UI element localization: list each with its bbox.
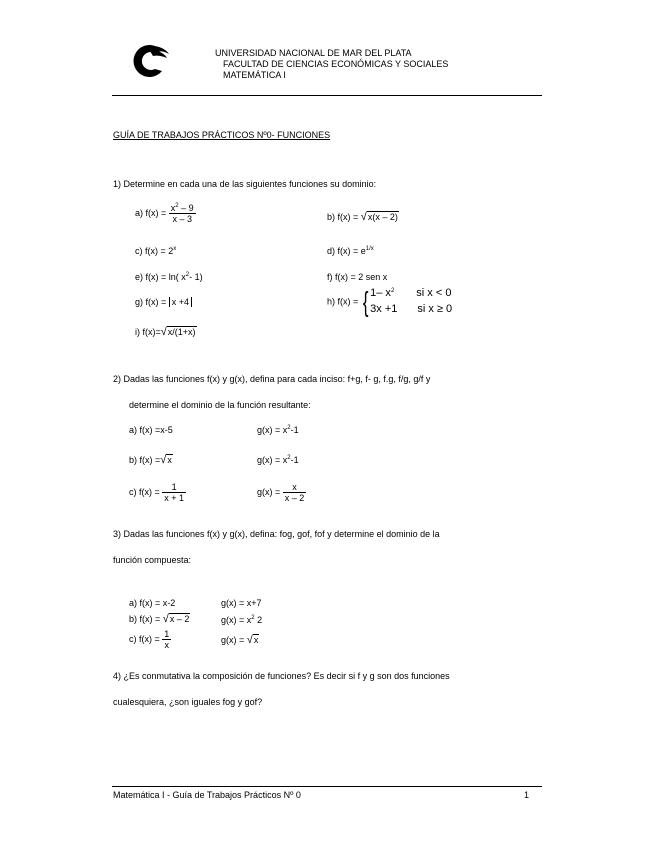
q2-item-b-f: b) f(x) =√x [129, 454, 172, 466]
q1-item-d: d) $f(x) = e^{1/x}$ [327, 246, 374, 256]
q3-prompt-line2: función compuesta: [113, 555, 192, 565]
q2-item-a-g: $g(x) = x^2-1$ [257, 425, 299, 435]
q2-item-a-f: a) f(x) =x-5 [129, 425, 173, 435]
q3-item-c-f: c) f(x) = $\frac{1}{x}$ [129, 629, 170, 651]
q1-item-a: a) f(x) = $\frac{x^2 - 9}{x - 3}$ [135, 203, 194, 225]
footer-rule [112, 786, 542, 787]
q1-item-g: g) f(x) = x +4 [135, 297, 192, 307]
q1-prompt: 1) Determine en cada una de las siguientes funciones su dominio: [113, 179, 377, 189]
q3-item-c-g: g(x) = √x [221, 634, 259, 646]
q1-item-i: i) f(x)=√x/(1+x) [135, 326, 196, 338]
q1-item-c: c) $f(x) = 2^x$ [135, 246, 177, 256]
q2-item-c-f: c) f(x) = $\frac{1}{x + 1}$ [129, 482, 185, 504]
header-rule [112, 95, 542, 96]
q3-prompt-line1: 3) Dadas las funciones f(x) y g(x), defina: fog, gof, fof y determine el dominio de la [113, 529, 440, 539]
q3-item-a-g: g(x) = x+7 [221, 598, 262, 608]
q2-prompt-line2: determine el dominio de la función resultante: [129, 400, 311, 410]
q3-item-b-g: $g(x) = x^2$ 2 [221, 615, 263, 625]
q1-item-b: b) f(x) = √x(x – 2) [327, 211, 398, 223]
q2-item-c-g: g(x) = $\frac{x}{x - 2}$ [257, 482, 305, 504]
q1-item-f: f) f(x) = 2 sen x [327, 272, 388, 282]
footer-page-number: 1 [524, 790, 530, 800]
header-course: MATEMÁTICA I [223, 70, 286, 80]
q2-item-b-g: $g(x) = x^2-1$ [257, 455, 299, 465]
q3-item-a-f: a) f(x) = x-2 [129, 598, 176, 608]
university-logo [128, 42, 170, 80]
q3-item-b-f: b) f(x) = √x – 2 [129, 613, 190, 625]
q2-prompt-line1: 2) Dadas las funciones f(x) y g(x), defina para cada inciso: f+g, f- g, f.g, f/g, g/f y [113, 374, 431, 384]
header-faculty: FACULTAD DE CIENCIAS ECONÓMICAS Y SOCIALES [223, 59, 449, 69]
footer-text: Matemática I - Guía de Trabajos Prácticos Nº 0 [113, 790, 301, 800]
header-university: UNIVERSIDAD NACIONAL DE MAR DEL PLATA [215, 48, 412, 58]
q1-item-e: e) f(x) = ln( $x^2-$ 1) [135, 272, 203, 282]
q4-line2: cualesquiera, ¿son iguales fog y gof? [113, 697, 263, 707]
q4-line1: 4) ¿Es conmutativa la composición de funciones? Es decir si f y g son dos funciones [113, 671, 450, 681]
q1-item-h: h) f(x) = { 1– $x^2$ si x < 0 3x +1 si x ≥ 0 [327, 286, 453, 317]
page-title: GUÍA DE TRABAJOS PRÁCTICOS Nº0- FUNCIONES [113, 130, 331, 140]
